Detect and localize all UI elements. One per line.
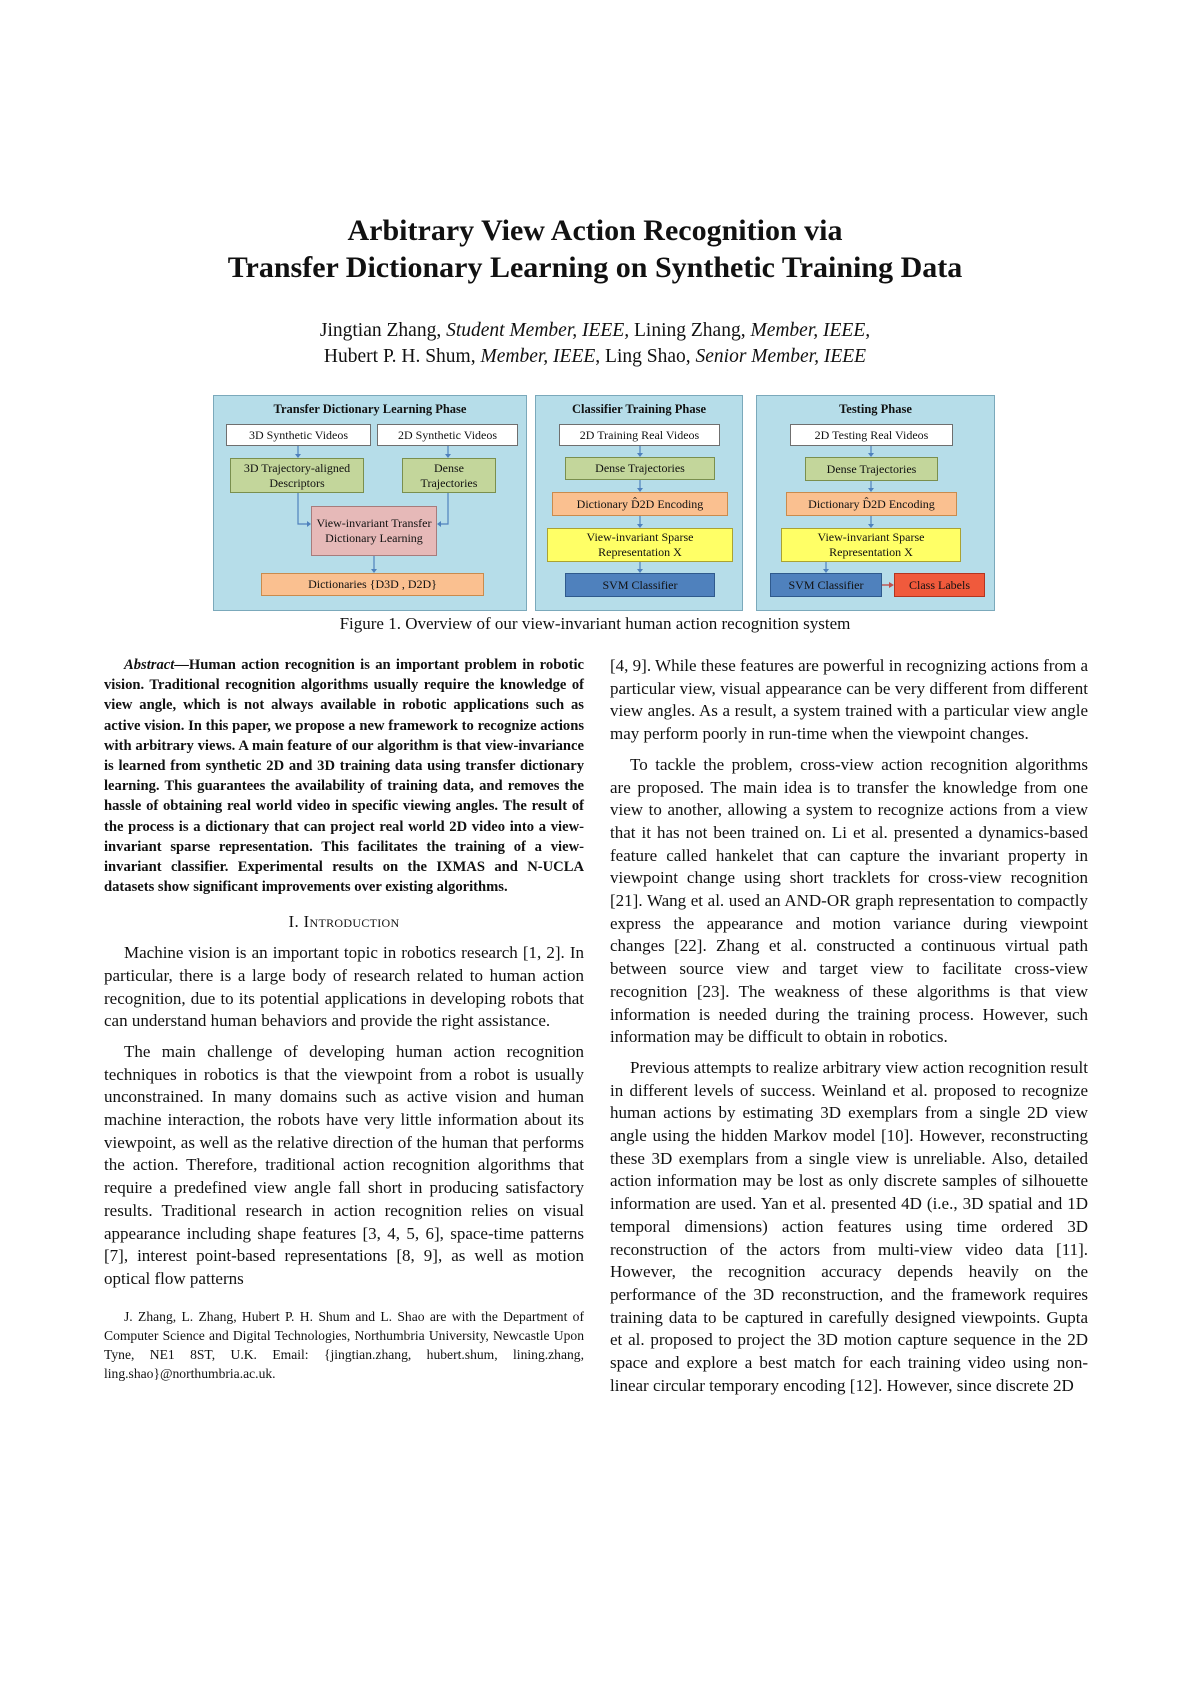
author-role: Student Member, IEEE, <box>446 320 630 341</box>
paragraph: To tackle the problem, cross-view action recognition algorithms are proposed. The main idea is to transfer the knowledge from one view to another, allowing a system to recognize actions from a view that it has not been trained on. Li et al. presented a dynamics-based feature called hankelet that can capture the invariant property in viewpoint change using short tracklets for cross-view recognition [21]. Wang et al. used an AND-OR graph representation to compactly express the appearance and motion variance during viewpoint changes [22]. Zhang et al. constructed a continuous virtual path between source view and target view to facilitate cross-view recognition [23]. The weakness of these algorithms is that view information is needed during the training process. However, such information may be difficult to obtain in robotics. <box>610 754 1088 1047</box>
author-role: Senior Member, IEEE <box>695 346 867 367</box>
box-svm-classifier: SVM Classifier <box>770 573 882 597</box>
panel-title: Transfer Dictionary Learning Phase <box>273 402 467 416</box>
box-dictionary-encoding: Dictionary D̂2D Encoding <box>552 492 728 516</box>
paragraph: [4, 9]. While these features are powerful in recognizing actions from a particular view, visual appearance can be very different from different view angles. As a result, a system trained with a particular view angle may perform poorly in run-time when the viewpoint changes. <box>610 656 1088 744</box>
box-dictionaries: Dictionaries {D3D , D2D} <box>261 573 484 596</box>
author-name: , Ling Shao, <box>595 346 691 367</box>
author-list <box>0 318 1190 370</box>
paragraph: Previous attempts to realize arbitrary view action recognition result in different levels of success. Weinland et al. proposed to recognize human actions by estimating 3D exemplars from a single 2D view angle using the hidden Markov model [10]. However, reconstructing these 3D exemplars from a single view is unreliable. Also, detailed action information may be lost as only discrete samples of silhouette information are used. Yan et al. presented 4D (i.e., 3D spatial and 1D temporal dimensions) action features using time ordered 3D reconstruction of the actors from multi-view video data [11]. However, the recognition accuracy depends heavily on the performance of the 3D reconstruction, and the framework requires training data to be captured in carefully designed viewpoints. Gupta et al. proposed to project the 3D motion capture sequence in the 2D space and explore a best match for each training video using non-linear circular temporary encoding [12]. However, since discrete 2D <box>610 1057 1088 1395</box>
author-role: Member, IEEE, <box>750 320 871 341</box>
section-heading: I. Introduction <box>288 912 400 932</box>
panel-classifier-training <box>535 395 743 611</box>
left-column <box>104 655 584 1383</box>
box-dense-trajectories: Dense Trajectories <box>565 457 715 480</box>
box-3d-trajectory-descriptors: 3D Trajectory-aligned Descriptors <box>230 458 364 493</box>
box-dictionary-encoding: Dictionary D̂2D Encoding <box>786 492 957 516</box>
paper-title <box>0 212 1190 286</box>
abstract-label: Abstract <box>124 657 175 673</box>
box-2d-synthetic-videos: 2D Synthetic Videos <box>377 424 518 446</box>
author-name: Lining Zhang, <box>634 320 746 341</box>
box-view-invariant-tdl: View-invariant Transfer Dictionary Learning <box>311 506 437 556</box>
paragraph: Machine vision is an important topic in robotics research [1, 2]. In particular, there is a large body of research related to human action recognition, due to its potential applications in developing robots that can understand human behaviors and provide the right assistance. <box>104 943 584 1031</box>
panel-1-arrows <box>214 396 528 612</box>
panel-testing <box>756 395 995 611</box>
panel-2-arrows <box>536 396 744 612</box>
box-sparse-representation: View-invariant Sparse Representation X <box>547 528 733 562</box>
title-line-2: Transfer Dictionary Learning on Synthetic Training Data <box>227 251 963 284</box>
abstract <box>104 655 584 897</box>
box-2d-training-videos: 2D Training Real Videos <box>559 424 720 446</box>
paragraph: The main challenge of developing human action recognition techniques in robotics is that the viewpoint from a robot is usually unconstrained. In many domains such as active vision and human machine interaction, the robots have very little information about its viewpoint, as well as the relative direction of the human that performs the action. Therefore, traditional action recognition algorithms that require a predefined view angle fall short in producing satisfactory results. Traditional research in action recognition relies on visual appearance including shape features [3, 4, 5, 6], space-time patterns [7], interest point-based representations [8, 9], as well as motion optical flow patterns <box>104 1041 584 1288</box>
footnote: J. Zhang, L. Zhang, Hubert P. H. Shum and L. Shao are with the Department of Computer Science and Digital Technologies, Northumbria University, Newcastle Upon Tyne, NE1 8ST, U.K. Email: {jingtian.zhang, hubert.shum, lining.zhang, ling.shao}@northumbria.ac.uk. <box>104 1308 584 1381</box>
figure-caption: Figure 1. Overview of our view-invariant human action recognition system <box>339 614 851 633</box>
panel-title: Testing Phase <box>839 402 912 416</box>
title-line-1: Arbitrary View Action Recognition via <box>347 214 843 247</box>
box-sparse-representation: View-invariant Sparse Representation X <box>781 528 961 562</box>
panel-transfer-dictionary-learning <box>213 395 527 611</box>
panel-3-arrows <box>757 396 996 612</box>
author-name: Jingtian Zhang, <box>319 320 442 341</box>
box-2d-testing-videos: 2D Testing Real Videos <box>790 424 953 446</box>
panel-title: Classifier Training Phase <box>571 402 707 416</box>
abstract-text: —Human action recognition is an important problem in robotic vision. Traditional recognition algorithms usually require the knowledge of view angle, which is not always available in robotic applications such as active vision. In this paper, we propose a new framework to recognize actions with arbitrary views. A main feature of our algorithm is that view-invariance is learned from synthetic 2D and 3D training data using transfer dictionary learning. This guarantees the availability of training data, and removes the hassle of obtaining real world video in specific viewing angles. The result of the process is a dictionary that can project real world 2D video into a view-invariant sparse representation. This facilitates the training of a view-invariant classifier. Experimental results on the IXMAS and N-UCLA datasets show significant improvements over existing algorithms. <box>104 657 584 896</box>
box-dense-trajectories: Dense Trajectories <box>402 458 496 493</box>
author-role: Member, IEEE <box>480 346 596 367</box>
box-svm-classifier: SVM Classifier <box>565 573 715 597</box>
box-3d-synthetic-videos: 3D Synthetic Videos <box>226 424 371 446</box>
author-name: Hubert P. H. Shum, <box>323 346 476 367</box>
right-column <box>610 655 1088 1398</box>
box-class-labels: Class Labels <box>894 573 985 597</box>
figure-1 <box>213 395 995 611</box>
box-dense-trajectories: Dense Trajectories <box>805 457 938 481</box>
